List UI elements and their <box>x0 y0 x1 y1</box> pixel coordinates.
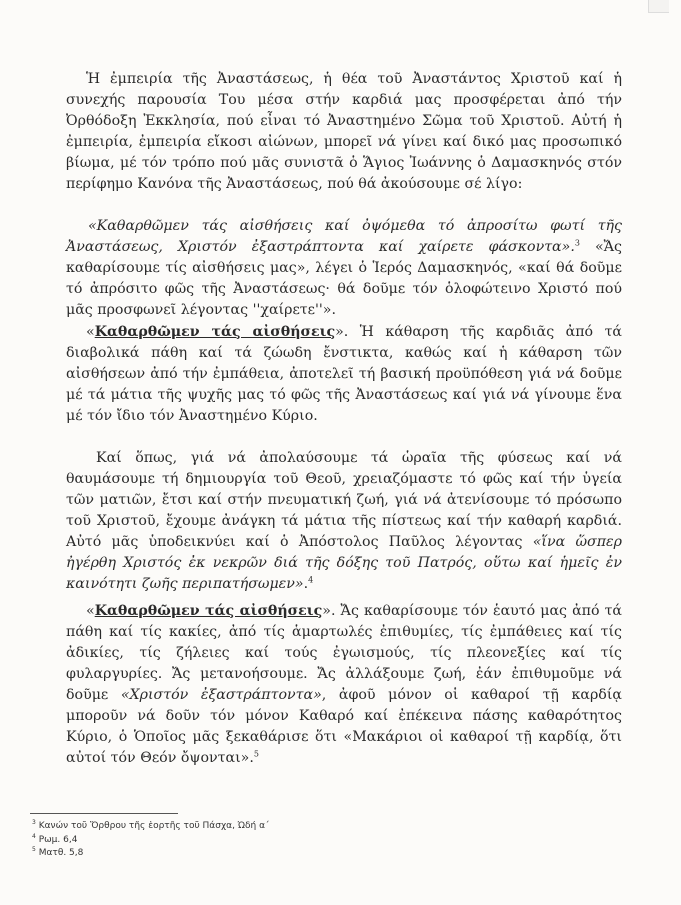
italic-phrase: «Χριστόν ἐξαστράπτοντα» <box>120 687 322 703</box>
footnote-text: Ρωμ. 6,4 <box>38 834 78 845</box>
section-heading: Καθαρθῶμεν τάς αἰσθήσεις <box>94 603 323 619</box>
paragraph-3 <box>66 322 622 427</box>
footnote-number: 3 <box>32 819 36 826</box>
footnote-number: 4 <box>32 832 36 840</box>
paragraph-5 <box>66 601 622 769</box>
section-heading: Καθαρθῶμεν τάς αἰσθήσεις <box>94 324 336 340</box>
footnote-text: Κανών τοῦ Ὄρθρου τῆς ἑορτῆς τοῦ Πάσχα, Ὠδή α΄ <box>38 821 270 831</box>
paragraph-2-rest: «Ἄς καθαρίσουμε τίς αἰσθήσεις μας», λέγει ὁ Ἱερός Δαμασκηνός, «καί θά δοῦμε τό ἀπρόσιτο φῶς τῆς Ἀναστάσεως· θά δοῦμε τόν ὁλοφώτεινο Χριστό πού μᾶς προσφωνεῖ λέγοντας ''χαίρετε''». <box>66 239 622 318</box>
footnote-4 <box>32 834 392 848</box>
paragraph-5-body-1: ». Ἄς καθαρίσουμε τόν ἑαυτό μας ἀπό τά πάθη καί τίς κακίες, ἀπό τίς ἁμαρτωλές ἐπιθυμίες, τίς ἐμπάθειες καί τίς ἀδικίες, τίς ζήλειες καί τούς ἐγωισμούς, τίς πλεονεξίες καί τίς φυλαργυρίες. Ἄς μετανοήσουμε. Ἄς ἀλλάξουμε ζωή, ἐάν ἐπιθυμοῦμε νά δοῦμε <box>66 603 623 703</box>
paragraph-3-text <box>66 322 622 427</box>
paragraph-4-text <box>66 448 622 595</box>
footnote-5 <box>32 847 392 861</box>
paragraph-5-body-2: , ἀφοῦ μόνον οἱ καθαροί τῇ καρδίᾳ μποροῦν νά δοῦν τόν μόνον Καθαρό καί ἐπέκεινα πάσης καθαρότητος Κύριο, ὁ Ὁποῖος μᾶς ξεκαθάρισε ὅτι «Μακάριοι οἱ καθαροί τῇ καρδίᾳ, ὅτι αὐτοί τόν Θεόν ὄψονται». <box>66 687 622 766</box>
footnote-number: 5 <box>32 846 36 853</box>
paragraph-5-text <box>66 601 622 769</box>
open-quote: « <box>86 603 95 619</box>
liturgical-quote: «Καθαρθῶμεν τάς αἰσθήσεις καί ὀψόμεθα τό ἀπροσίτω φωτί τῆς Ἀναστάσεως, Χριστόν ἐξαστράπτοντα καί χαίρετε φάσκοντα». <box>66 218 622 255</box>
scripture-quote: «ἵνα ὥσπερ ἠγέρθη Χριστός ἐκ νεκρῶν διά τῆς δόξης τοῦ Πατρός, οὕτω καί ἡμεῖς ἐν καινότητι ζωῆς περιπατήσωμεν» <box>66 534 622 592</box>
footnote-ref-3: 3 <box>574 238 580 248</box>
footnote-separator <box>30 813 178 814</box>
footnotes <box>32 820 392 861</box>
paragraph-1 <box>66 69 622 195</box>
paragraph-1-text: Ἡ ἐμπειρία τῆς Ἀναστάσεως, ἡ θέα τοῦ Ἀναστάντος Χριστοῦ καί ἡ συνεχής παρουσία Του μέσα στήν καρδιά μας προσφέρεται ἀπό τήν Ὀρθόδοξη Ἐκκλησία, πού εἶναι τό Ἀναστημένο Σῶμα τοῦ Χριστοῦ. Αὐτή ἡ ἐμπειρία, ἐμπειρία εἴκοσι αἰώνων, μπορεῖ νά γίνει καί δικό μας προσωπικό βίωμα, μέ τόν τρόπο πού μᾶς συνιστᾶ ὁ Ἅγιος Ἰωάννης ὁ Δαμασκηνός στόν περίφημο Κανόνα τῆς Ἀναστάσεως, πού θά ἀκούσουμε σέ λίγο: <box>66 71 622 192</box>
paragraph-4 <box>66 448 622 595</box>
paragraph-4-end: . <box>303 576 309 592</box>
footnote-ref-5: 5 <box>253 749 259 759</box>
paragraph-4-body: Καί ὅπως, γιά νά ἀπολαύσουμε τά ὡραῖα τῆς φύσεως καί νά θαυμάσουμε τή δημιουργία τοῦ Θεοῦ, χρειαζόμαστε τό φῶς καί τήν ὑγεία τῶν ματιῶν, ἔτσι καί στήν πνευματική ζωή, γιά νά ἀτενίσουμε τό πρόσωπο τοῦ Χριστοῦ, ἔχουμε ἀνάγκη τά μάτια τῆς πίστεως καί τήν καθαρή καρδιά. Αὐτό μᾶς ὑποδεικνύει καί ὁ Ἀπόστολος Παῦλος λέγοντας <box>66 450 622 550</box>
paragraph-2-text <box>66 216 622 321</box>
open-quote: « <box>86 324 95 340</box>
footnote-text: Ματθ. 5,8 <box>38 848 84 858</box>
paragraph-2 <box>66 216 622 321</box>
footnote-3 <box>32 820 392 834</box>
paragraph-3-body: ». Ἡ κάθαρση τῆς καρδιᾶς ἀπό τά διαβολικά πάθη καί τά ζώωδη ἔνστικτα, καθώς καί ἡ κάθαρση τῶν αἰσθήσεων ἀπό τήν ἐμπάθεια, ἀποτελεῖ τή βασική προϋπόθεση γιά νά δοῦμε μέ τά μάτια τῆς ψυχῆς μας τό φῶς τῆς Ἀναστάσεως καί γιά νά γίνουμε ἕνα μέ τόν ἴδιο τόν Ἀναστημένο Κύριο. <box>66 324 622 424</box>
scan-corner-mark <box>648 0 669 13</box>
footnote-ref-4: 4 <box>308 575 314 585</box>
